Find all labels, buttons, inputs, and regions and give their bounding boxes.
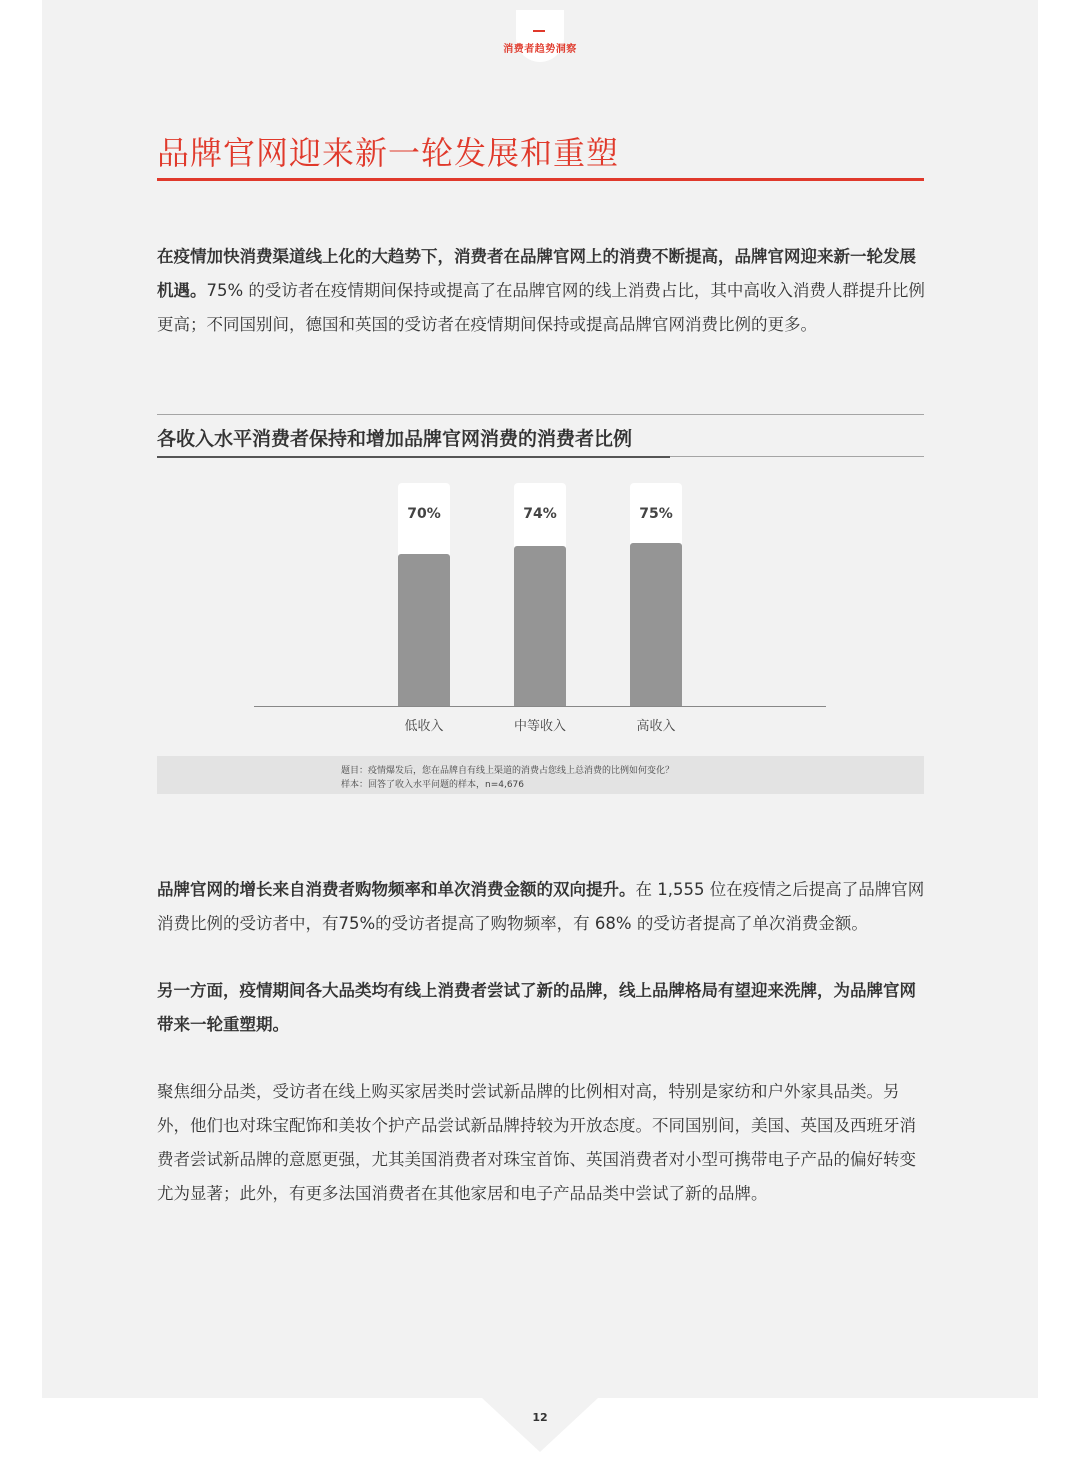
section-label: 消费者趋势洞察 (503, 44, 577, 55)
intro-text: 75% 的受访者在疫情期间保持或提高了在品牌官网的线上消费占比，其中高收入消费人群提升比例更高；不同国别间，德国和英国的受访者在疫情期间保持或提高品牌官网消费比例的更多。 (157, 281, 925, 334)
intro-bold-text: 在疫情加快消费渠道线上化的大趋势下，消费者在品牌官网上的消费不断提高，品牌官网迎来新一轮发展机遇。 (157, 247, 916, 300)
category-paragraph: 聚焦细分品类，受访者在线上购买家居类时尝试新品牌的比例相对高，特别是家纺和户外家具品类。另外，他们也对珠宝配饰和美妆个护产品尝试新品牌持较为开放态度。不同国别间，美国、英国及西班牙消费者尝试新品牌的意愿更强，尤其美国消费者对珠宝首饰、英国消费者对小型可携带电子产品的偏好转变尤为显著；此外，有更多法国消费者在其他家居和电子产品品类中尝试了新的品牌。 (157, 1082, 916, 1203)
header-dash (533, 30, 545, 32)
bar (398, 554, 450, 707)
chart-title: 各收入水平消费者保持和增加品牌官网消费的消费者比例 (157, 428, 633, 450)
bar-value-label: 74% (523, 506, 557, 522)
bar-value-label: 70% (407, 506, 441, 522)
chart-note (157, 756, 924, 794)
category-label: 低收入 (404, 719, 444, 734)
bar-value-label: 75% (639, 506, 673, 522)
reshape-paragraph: 另一方面，疫情期间各大品类均有线上消费者尝试了新的品牌，线上品牌格局有望迎来洗牌，为品牌官网带来一轮重塑期。 (157, 981, 916, 1034)
chart-note-sample: 样本：回答了收入水平问题的样本，n=4,676 (341, 780, 525, 790)
chart-top-rule (157, 414, 924, 415)
chart-note-question: 题目：疫情爆发后，您在品牌自有线上渠道的消费占您线上总消费的比例如何变化？ (341, 766, 675, 776)
page-number: 12 (532, 1411, 548, 1424)
intro-paragraph (157, 240, 927, 342)
growth-text: 在 1,555 位在疫情之后提高了品牌官网消费比例的受访者中，有75%的受访者提高了购物频率，有 68% 的受访者提高了单次消费金额。 (157, 880, 925, 933)
footer-tab (482, 1398, 598, 1452)
bar-slot (514, 483, 566, 707)
chart-title-underline (157, 456, 670, 458)
bar-slot (398, 483, 450, 707)
growth-bold-text: 品牌官网的增长来自消费者购物频率和单次消费金额的双向提升。 (157, 880, 636, 899)
page-title: 品牌官网迎来新一轮发展和重塑 (157, 134, 620, 172)
category-label: 高收入 (636, 719, 676, 734)
chart-title-rule (670, 456, 924, 457)
bar-slot (630, 483, 682, 707)
bar (514, 546, 566, 707)
category-label: 中等收入 (513, 719, 566, 734)
growth-paragraph (157, 873, 927, 941)
bar (630, 543, 682, 707)
chart-baseline (254, 706, 826, 707)
title-underline (157, 178, 924, 181)
